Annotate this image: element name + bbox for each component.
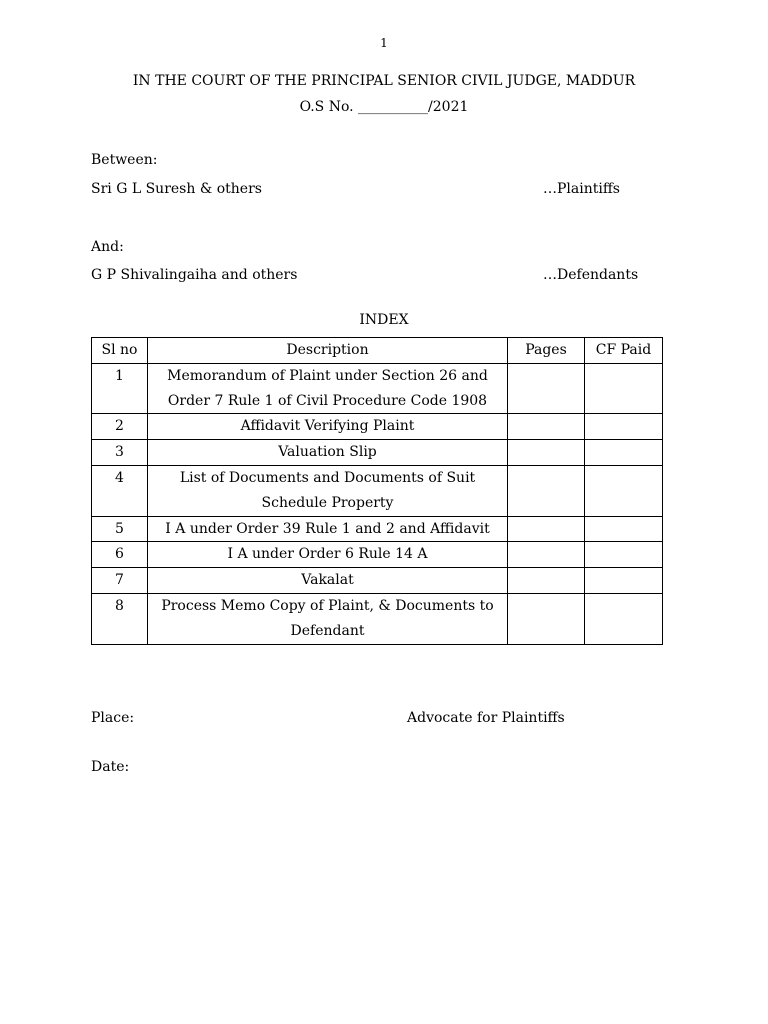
table-header-row — [92, 338, 663, 364]
table-row — [92, 568, 663, 594]
cell-description: I A under Order 39 Rule 1 and 2 and Affidavit — [148, 516, 508, 542]
table-row — [92, 542, 663, 568]
cell-pages — [508, 414, 585, 440]
between-label: Between: — [91, 152, 158, 168]
cell-sl-no: 8 — [92, 593, 148, 644]
cell-sl-no: 6 — [92, 542, 148, 568]
cell-cf-paid — [585, 593, 663, 644]
table-row — [92, 516, 663, 542]
cell-sl-no: 4 — [92, 465, 148, 516]
cell-description: Vakalat — [148, 568, 508, 594]
cell-sl-no: 1 — [92, 363, 148, 414]
plaintiff-role: …Plaintiffs — [543, 181, 620, 197]
index-title: INDEX — [359, 312, 409, 328]
cell-cf-paid — [585, 414, 663, 440]
cell-cf-paid — [585, 440, 663, 466]
column-header-pages: Pages — [508, 338, 585, 364]
table-row — [92, 363, 663, 414]
place-label: Place: — [91, 710, 135, 726]
defendant-name: G P Shivalingaiha and others — [91, 267, 298, 283]
table-row — [92, 465, 663, 516]
plaintiff-name: Sri G L Suresh & others — [91, 181, 262, 197]
column-header-sl-no: Sl no — [92, 338, 148, 364]
table-row — [92, 440, 663, 466]
cell-description: List of Documents and Documents of Suit Schedule Property — [148, 465, 508, 516]
cell-cf-paid — [585, 542, 663, 568]
cell-pages — [508, 516, 585, 542]
and-label: And: — [91, 239, 124, 255]
cell-description: Affidavit Verifying Plaint — [148, 414, 508, 440]
cell-sl-no: 2 — [92, 414, 148, 440]
cell-description: Memorandum of Plaint under Section 26 and Order 7 Rule 1 of Civil Procedure Code 1908 — [148, 363, 508, 414]
page-number: 1 — [380, 36, 388, 50]
date-label: Date: — [91, 759, 130, 775]
cell-pages — [508, 593, 585, 644]
cell-cf-paid — [585, 465, 663, 516]
index-table — [91, 337, 663, 645]
table-row — [92, 593, 663, 644]
cell-pages — [508, 465, 585, 516]
cell-cf-paid — [585, 568, 663, 594]
cell-cf-paid — [585, 363, 663, 414]
cell-sl-no: 7 — [92, 568, 148, 594]
case-number: O.S No. __________/2021 — [299, 99, 469, 115]
cell-description: I A under Order 6 Rule 14 A — [148, 542, 508, 568]
table-row — [92, 414, 663, 440]
cell-pages — [508, 363, 585, 414]
defendant-role: …Defendants — [543, 267, 639, 283]
advocate-signature-label: Advocate for Plaintiffs — [407, 710, 565, 726]
cell-cf-paid — [585, 516, 663, 542]
cell-description: Process Memo Copy of Plaint, & Documents to Defendant — [148, 593, 508, 644]
cell-pages — [508, 542, 585, 568]
court-title: IN THE COURT OF THE PRINCIPAL SENIOR CIVIL JUDGE, MADDUR — [132, 73, 636, 89]
cell-sl-no: 3 — [92, 440, 148, 466]
cell-pages — [508, 568, 585, 594]
cell-pages — [508, 440, 585, 466]
column-header-cf-paid: CF Paid — [585, 338, 663, 364]
cell-description: Valuation Slip — [148, 440, 508, 466]
column-header-description: Description — [148, 338, 508, 364]
cell-sl-no: 5 — [92, 516, 148, 542]
